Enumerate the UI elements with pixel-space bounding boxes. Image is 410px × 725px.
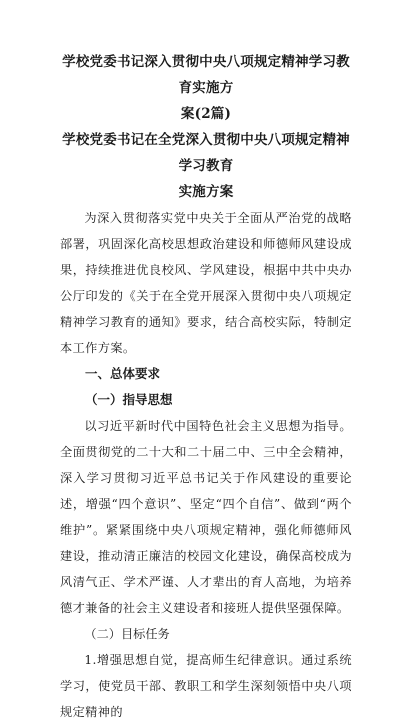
guiding-ideology-paragraph: 以习近平新时代中国特色社会主义思想为指导。全面贯彻党的二十大和二十届二中、三中全会精神，深入学习贯彻习近平总书记关于作风建设的重要论述，增强“四个意识”、坚定“四个自信”、做到“两个维护”。紧紧围绕中央八项规定精神，强化师德师风建设，推动清正廉洁的校园文化建设，确保高校成为风清气正、学术严谨、人才辈出的育人高地，为培养德才兼备的社会主义建设者和接班人提供坚强保障。 bbox=[60, 419, 352, 615]
subsection-heading-goals-tasks: （二）目标任务 bbox=[84, 627, 170, 641]
main-title-line-2: 案(2篇) bbox=[180, 106, 232, 122]
section-heading-general-requirements: 一、总体要求 bbox=[85, 366, 161, 381]
sub-title-line-1: 学校党委书记在全党深入贯彻中央八项规定精神学习教育 bbox=[62, 132, 350, 174]
main-title-line-1: 学校党委书记深入贯彻中央八项规定精神学习教育实施方 bbox=[62, 54, 350, 96]
goals-item-1-paragraph: 1.增强思想自觉，提高师生纪律意识。通过系统学习，使党员干部、教职工和学生深刻领悟中央八项规定精神的 bbox=[60, 653, 352, 719]
sub-title-line-2: 实施方案 bbox=[178, 184, 234, 200]
intro-paragraph: 为深入贯彻落实党中央关于全面从严治党的战略部署，巩固深化高校思想政治建设和师德师风建设成果，持续推进优良校风、学风建设，根据中共中央办公厅印发的《关于在全党开展深入贯彻中央八项规定精神学习教育的通知》要求，结合高校实际，特制定本工作方案。 bbox=[60, 211, 352, 355]
subsection-heading-guiding-ideology: （一）指导思想 bbox=[85, 392, 173, 407]
